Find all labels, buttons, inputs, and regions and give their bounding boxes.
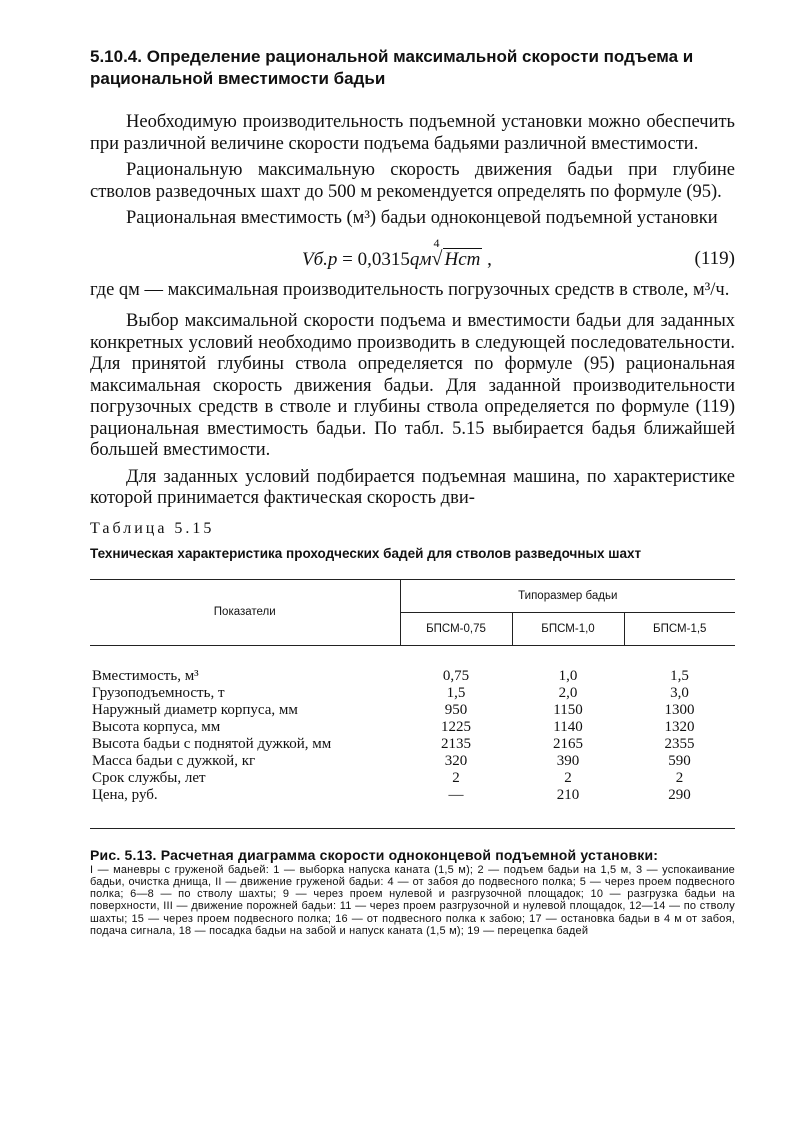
row-value: 2: [452, 769, 460, 786]
figure-title: Рис. 5.13. Расчетная диаграмма скорости одноконцевой подъемной установки:: [90, 846, 659, 863]
paragraph-5: Выбор максимальной скорости подъема и вместимости бадьи для заданных конкретных условий необходимо производить в следующей последовательности. Для принятой глубины ствола определяется по формуле (95) рациональная максимальная скорость движения бадьи. Для заданной производительности погрузочных средств в стволе и глубины ствола определяется по формуле (119) рациональная вместимость бадьи. По табл. 5.15 выбирается бадья ближайшей большей вместимости.: [90, 311, 735, 460]
header-col-3: БПСМ-1,5: [624, 612, 735, 645]
table-body: [90, 645, 735, 828]
header-col-1: БПСМ-0,75: [400, 612, 512, 645]
row-value: 2165: [553, 735, 583, 752]
table-row: [90, 685, 735, 702]
formula-number: (119): [694, 247, 735, 269]
row-value: 210: [512, 787, 624, 829]
row-value: 1320: [664, 718, 695, 735]
row-value: 290: [624, 787, 735, 829]
row-value: 590: [668, 752, 691, 769]
table-row: [90, 787, 735, 829]
header-parameter: Показатели: [90, 579, 400, 645]
radical-sign-icon: √: [431, 247, 443, 270]
row-value: 1,5: [446, 684, 466, 701]
row-label: Наружный диаметр корпуса, мм: [92, 701, 298, 718]
formula-q: qм: [409, 248, 432, 270]
row-value: 2135: [441, 735, 471, 752]
row-label: Вместимость, м³: [92, 667, 199, 684]
row-value: 3,0: [670, 684, 689, 701]
table-row: [90, 753, 735, 770]
row-value: 1300: [664, 701, 695, 718]
row-label: Цена, руб.: [90, 787, 400, 829]
formula-tail: ,: [482, 248, 492, 270]
row-value: 0,75: [442, 667, 470, 684]
row-value: 320: [444, 752, 468, 769]
header-col-2: БПСМ-1,0: [512, 612, 624, 645]
row-value: 950: [444, 701, 468, 718]
row-value: 1,5: [670, 667, 689, 684]
row-value: 2355: [664, 735, 695, 752]
formula-coefficient: = 0,0315: [337, 248, 410, 270]
row-label: Масса бадьи с дужкой, кг: [92, 752, 256, 769]
row-label: Высота корпуса, мм: [92, 718, 221, 735]
row-value: 1,0: [558, 667, 578, 684]
row-label: Грузоподъемность, т: [92, 684, 225, 701]
page: [90, 40, 735, 937]
paragraph-2: Рациональную максимальную скорость движения бадьи при глубине стволов разведочных шахт до 500 м рекомендуется определять по формуле (95).: [90, 160, 735, 202]
table-row: [90, 719, 735, 736]
table-row: [90, 736, 735, 753]
spec-table: [90, 579, 735, 829]
figure-legend: I — маневры с груженой бадьей: 1 — выборка напуска каната (1,5 м); 2 — подъем бадьи на 1,5 м, 3 — успокаивание бадьи, очистка днища, II — движение груженой бадьи: 4 — от забоя до подвесного полка; 5 — через проем подвесного полка; 6—8 — по стволу шахты; 9 — через проем нулевой и разгрузочной площадок; 10 — разгрузка бадьи на поверхности, III — движение порожней бадьи: 11 — через проем разгрузочной и нулевой площадок, 12—14 — по стволу шахты; 15 — через проем подвесного полка; 16 — от подвесного полка к забою; 17 — остановка бадьи в 4 м от забоя, подача сигнала, 18 — посадка бадьи на забой и напуск каната (1,5 м); 19 — перецепка бадей: [90, 863, 735, 937]
paragraph-3: Рациональная вместимость (м³) бадьи одноконцевой подъемной установки: [126, 208, 718, 228]
formula-119: [90, 235, 735, 276]
formula-lhs: Vб.р: [302, 248, 338, 270]
fourth-root: [431, 235, 483, 271]
section-heading: 5.10.4. Определение рациональной максимальной скорости подъема и рациональной вместимости бадьи: [90, 47, 694, 88]
row-value: —: [400, 787, 512, 829]
row-value: 1140: [553, 718, 583, 735]
table-title: Техническая характеристика проходческих бадей для стволов разведочных шахт: [90, 545, 642, 561]
row-value: 390: [556, 752, 580, 769]
row-value: 2: [564, 769, 572, 786]
row-label: Высота бадьи с поднятой дужкой, мм: [92, 735, 332, 752]
paragraph-1: Необходимую производительность подъемной установки можно обеспечить при различной величине скорости подъема бадьями различной вместимости.: [90, 112, 735, 154]
table-caption: Таблица 5.15: [90, 519, 215, 537]
row-value: 2,0: [558, 684, 578, 701]
paragraph-6: Для заданных условий подбирается подъемная машина, по характеристике которой принимается фактическая скорость дви-: [90, 466, 735, 508]
header-group: Типоразмер бадьи: [400, 579, 735, 612]
row-value: 1150: [553, 701, 583, 718]
row-label: Срок службы, лет: [92, 769, 206, 786]
table-row: [90, 645, 735, 685]
row-value: 1225: [441, 718, 471, 735]
figure-caption: [90, 846, 735, 937]
formula-expression: [302, 235, 492, 271]
paragraph-4: где qм — максимальная производительность погрузочных средств в стволе, м³/ч.: [90, 279, 730, 300]
row-value: 2: [675, 769, 684, 786]
root-index: 4: [433, 235, 440, 250]
table-row: [90, 702, 735, 719]
formula-radicand: Hст: [444, 248, 481, 270]
table-row: [90, 770, 735, 787]
